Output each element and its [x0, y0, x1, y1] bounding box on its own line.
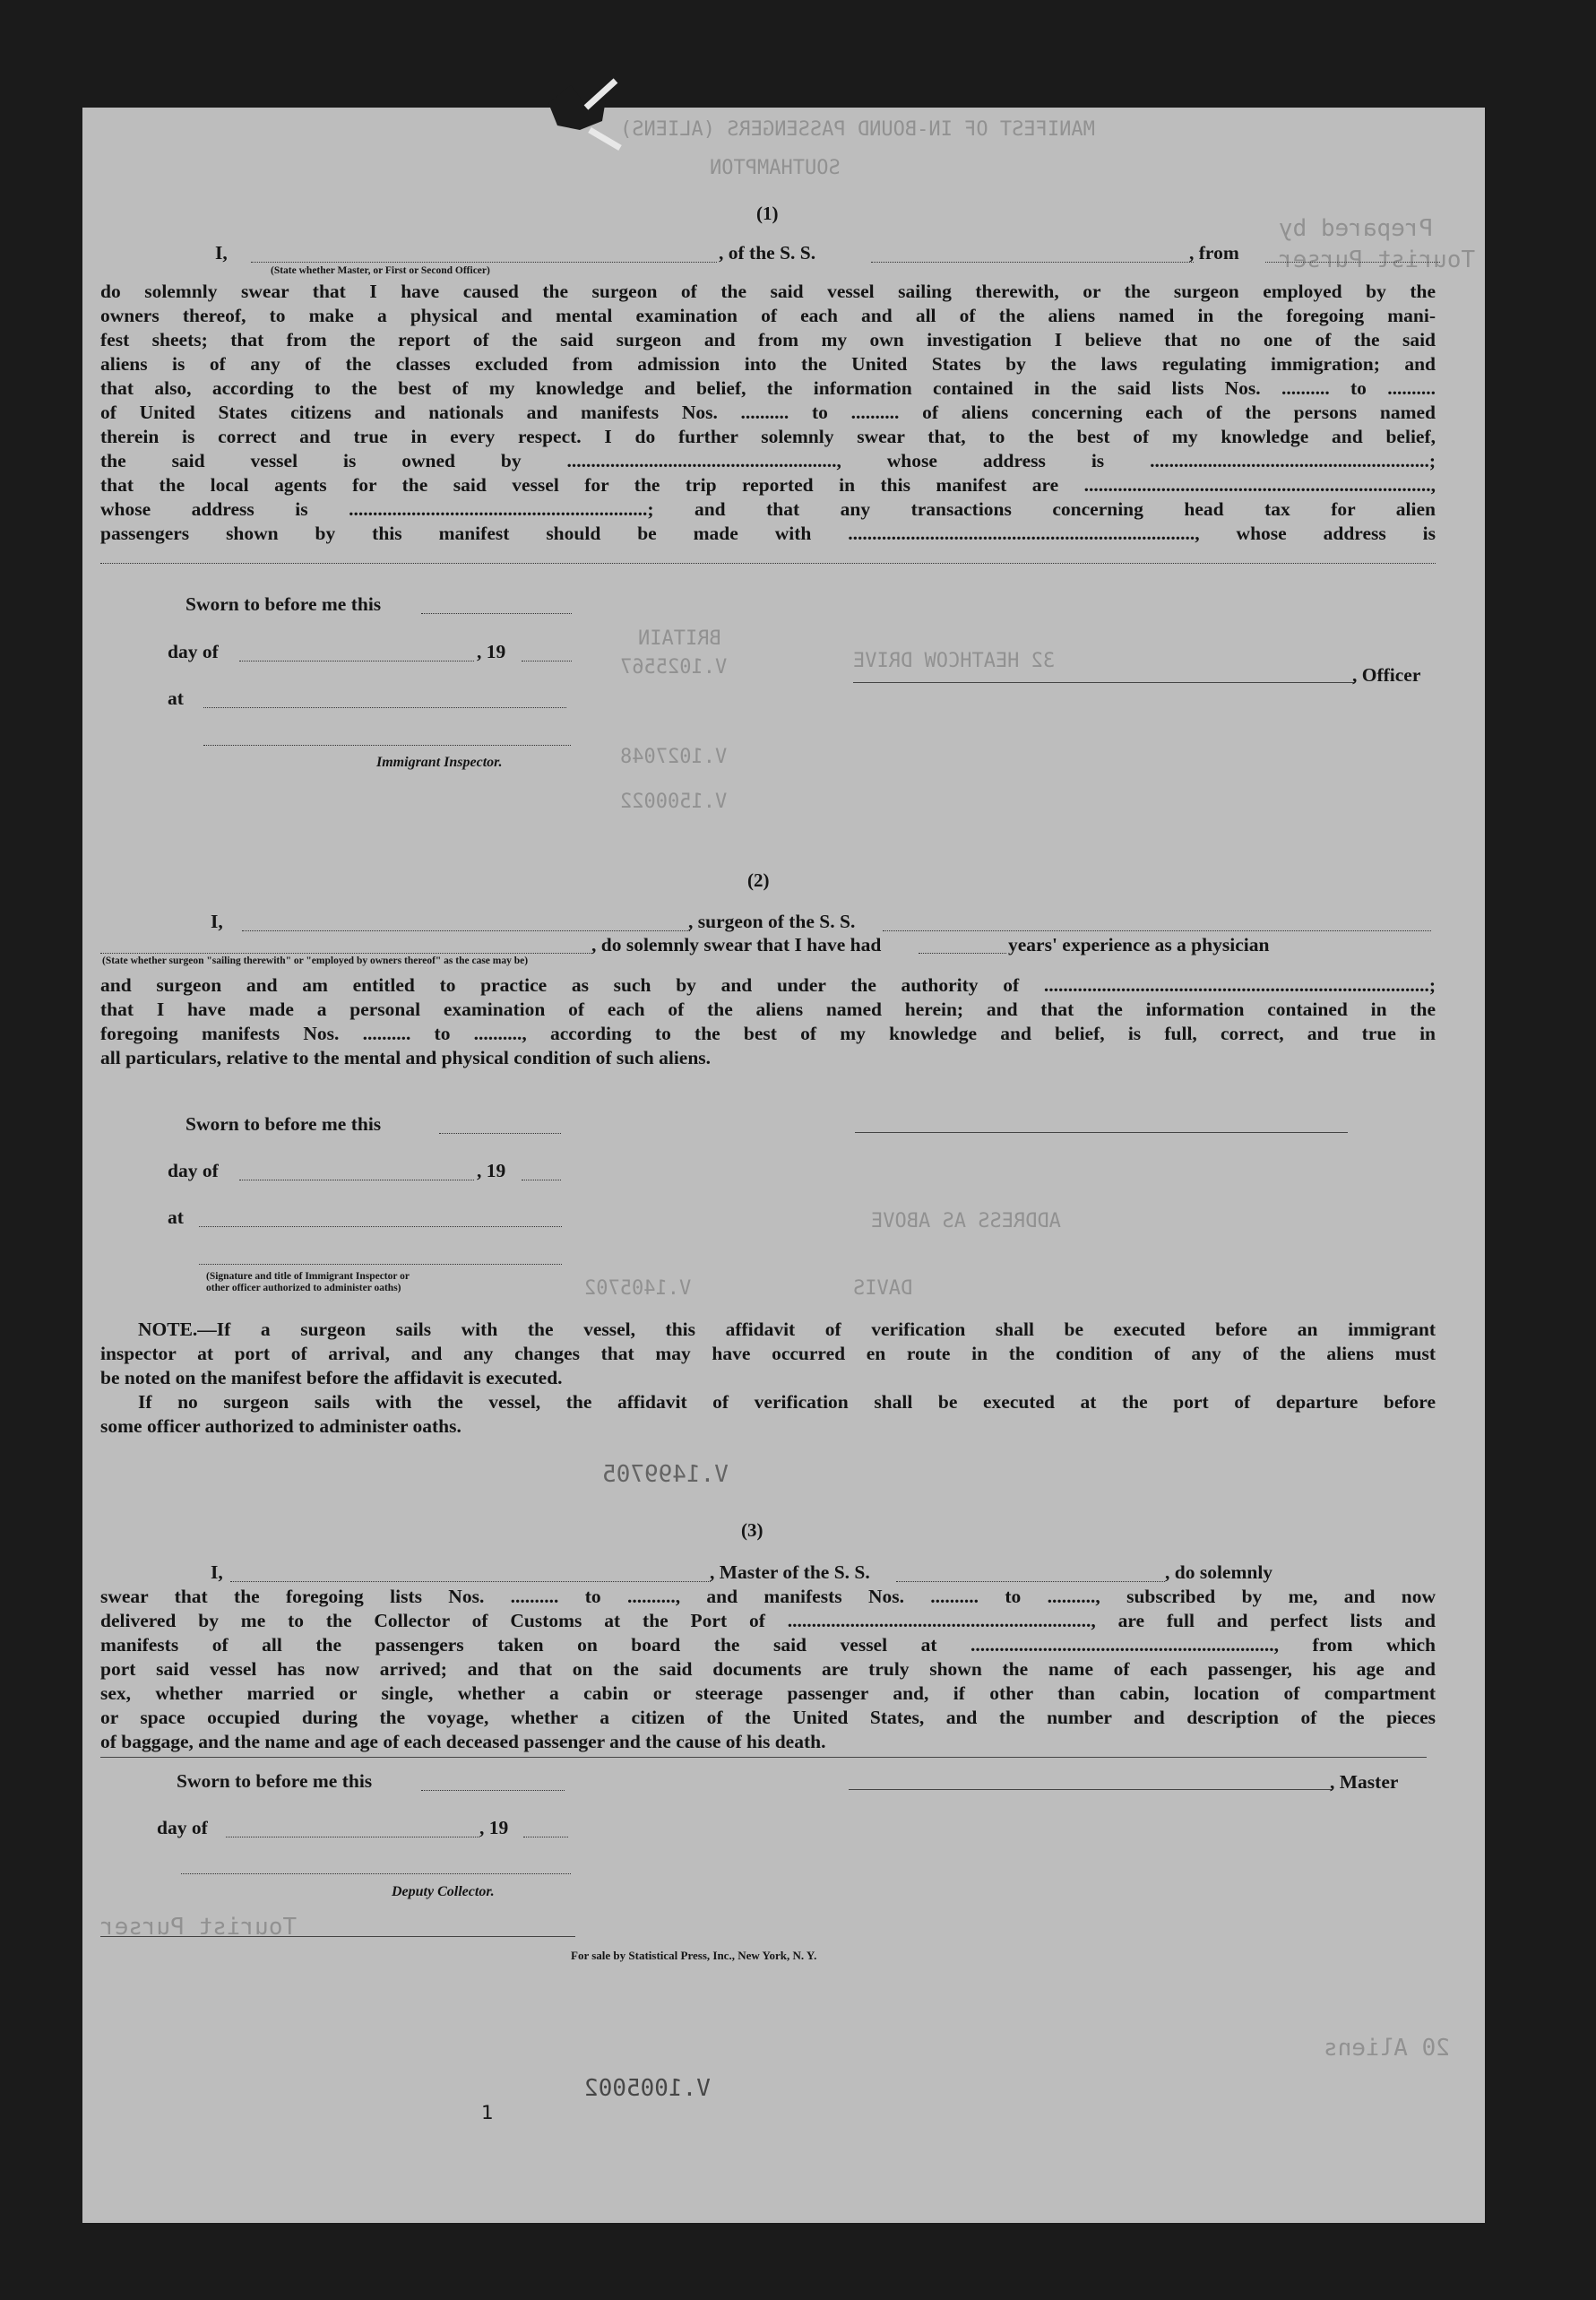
collector-signature-blank [181, 1873, 571, 1874]
vessel-label: , of the S. S. [719, 242, 816, 264]
oath-i-label: I, [211, 1561, 223, 1583]
printer-footer: For sale by Statistical Press, Inc., New York, N. Y. [571, 1949, 817, 1962]
year-label: , 19 [477, 1160, 506, 1181]
handwritten-page-number: 1 [481, 2102, 494, 2124]
day-of-label: day of [168, 641, 219, 662]
bleed-through-text: BRITAIN [638, 627, 721, 650]
at-place-blank [199, 1226, 562, 1227]
surgeon-note: (State whether surgeon "sailing therewith" or "employed by owners thereof" as the case may be) [102, 955, 529, 966]
section-1-number: (1) [756, 203, 779, 224]
sworn-day-blank [421, 1790, 565, 1791]
bleed-through-text: DAVIS [853, 1277, 913, 1300]
bleed-through-text: V.1005002 [584, 2075, 711, 2102]
master-name-blank [251, 262, 717, 263]
day-of-label: day of [168, 1160, 219, 1181]
inspector-signature-blank [203, 745, 571, 746]
manifest-sheet: MANIFEST OF IN-BOUND PASSENGERS (ALIENS) Prepared by Tourist Purser SOUTHAMPTON BRITAIN V.1025567 V.1027048 V.1500022 ADDRESS AS ABOVE 32 HEATHCOW DRIVE V.1405702 V.1499705 DAVIS Tourist Purser V.1005002 20 Aliens (1) I, , of the S. S. , from (State whether Master, or First or Second Officer) do solemnly swear that I have caused the surgeon of the said vessel sailing therewith, or the surgeon employed by the owners thereof, to make a physical and mental examination of each and all of the aliens named in the foregoing mani- fest sheets; that from the report of the said surgeon and from my own investigation I believe that no one of the said aliens is of any of the classes excluded from admission into the United States by the laws regulating immigration; and that also, according to the best of my knowledge and belief, the information contained in the said lists Nos. .......... to .......... of United States citizens and nationals and manifests Nos. .......... to .......... of aliens concerning each of the persons named therein is correct and true in every respect. I do further solemnly swear that, to the best of my knowledge and belief, the said vessel is owned by ........................................................, whose address is ..........................................................; that the local agents for the said vessel for the trip reported in this manifest are ........................................................................, whose address is ..............................................................; and that any transactions concerning head tax for alien passengers shown by this manifest should be made with ........................................................................, whose address is Sworn to before me this day of , 19 at Immigrant Inspector. , Officer (2) I, , surgeon of the S. S. , do solemnly swear that I have had years' experience as a physician (State whether surgeon "sailing therewith" or "employed by owners thereof" as the case may be) and surgeon and am entitled to practice as such by and under the authority of ................................................................................; that I have made a personal examination of each of the aliens named herein; and that the information contained in the foregoing manifests Nos. .......... to .........., according to the best of my knowledge and belief, is full, correct, and true in all particulars, relative to the mental and physical condition of such aliens. Sworn to before me this day of , 19 at (Signature and title of Immigrant Inspector or other officer authorized to administer oaths) NOTE.—If a surgeon sails with the vessel, this affidavit of verification shall be executed before an immigrant inspector at port of arrival, and any changes that may have occurred en route in the condition of any of the aliens must be noted on the manifest before the affidavit is executed. If no surgeon sails with the vessel, the affidavit of verification shall be executed at the port of departure before some officer authorized to administer oaths. (3) I, , Master of the S. S. , do solemnly swear that the foregoing lists Nos. .......... to .........., and manifests Nos. .......... to .........., subscribed by me, and now delivered by me to the Collector of Customs at the Port of ..............................................................., are full and perfect lists and manifests of all the passengers taken on board the said vessel at ..............................................................., from which port said vessel has now arrived; and that on the said documents are truly shown the name of each passenger, his age and sex, whether married or single, whether a cabin or steerage passenger and, if other than cabin, location of compartment or space occupied during the voyage, whether a citizen of the United States, and the number and description of the pieces of baggage, and the name and age of each deceased passenger and the cause of his death. Sworn to before me this , Master day of , 19 Deputy Collector. For sale by Statistical Press, Inc., New York, N. Y. 1 [82, 108, 1485, 2223]
deputy-collector-title: Deputy Collector. [392, 1884, 495, 1899]
sworn-day-blank [439, 1133, 561, 1134]
section-2-number: (2) [747, 869, 770, 891]
at-place-blank [203, 707, 566, 708]
year-label: , 19 [479, 1817, 509, 1838]
sworn-label: Sworn to before me this [185, 593, 382, 615]
section-3-underline [100, 1757, 1427, 1758]
master-signature-line [849, 1789, 1333, 1790]
officer-signature-line [853, 682, 1355, 683]
surgeon-name-blank [242, 930, 690, 931]
bleed-through-text: V.1027048 [620, 746, 728, 768]
vessel-name-blank [871, 262, 1194, 263]
bleed-through-text: V.1500022 [620, 791, 728, 813]
bleed-through-text: Tourist Purser [1279, 246, 1476, 273]
surgeon-vessel-blank [883, 930, 1431, 931]
bleed-through-text: Prepared by [1279, 215, 1434, 242]
bleed-through-text: V.1499705 [602, 1461, 729, 1488]
day-of-label: day of [157, 1817, 208, 1838]
master-label: , Master [1330, 1771, 1399, 1793]
do-solemnly-label: , do solemnly [1165, 1561, 1273, 1583]
bleed-through-text: V.1025567 [620, 656, 728, 679]
from-label: , from [1189, 242, 1239, 264]
inspector-signature-blank [199, 1264, 562, 1265]
bleed-through-text: 32 HEATHCOW DRIVE [853, 650, 1056, 672]
at-label: at [168, 687, 184, 709]
sworn-label: Sworn to before me this [177, 1770, 373, 1792]
from-port-blank [1265, 262, 1440, 263]
at-label: at [168, 1206, 184, 1228]
address-continuation-blank [100, 563, 1436, 564]
bleed-through-text: SOUTHAMPTON [710, 157, 841, 179]
bleed-through-text: 20 Aliens [1324, 2035, 1450, 2062]
surgeon-status-blank [100, 953, 591, 954]
bleed-through-text: V.1405702 [584, 1277, 692, 1300]
oath-i-label: I, [211, 911, 223, 932]
bottom-rule [100, 1936, 575, 1937]
sworn-day-blank [421, 613, 572, 614]
officer-label: , Officer [1352, 664, 1421, 686]
surgeon-vessel-label: , surgeon of the S. S. [688, 911, 856, 932]
bleed-through-text: Tourist Purser [100, 1914, 298, 1941]
signature-note: (Signature and title of Immigrant Inspector or [206, 1271, 410, 1282]
master-name-blank [230, 1581, 711, 1582]
year-label: , 19 [477, 641, 506, 662]
bleed-through-text: MANIFEST OF IN-BOUND PASSENGERS (ALIENS) [620, 118, 1095, 141]
years-blank [919, 953, 1006, 954]
years-experience-label: years' experience as a physician [1008, 934, 1270, 955]
master-vessel-blank [896, 1581, 1165, 1582]
section-3-number: (3) [741, 1519, 763, 1541]
oath-i-label: I, [215, 242, 228, 264]
master-vessel-label: , Master of the S. S. [710, 1561, 870, 1583]
master-note: (State whether Master, or First or Second Officer) [271, 265, 490, 276]
staple-tear [531, 76, 629, 157]
bleed-through-text: ADDRESS AS ABOVE [871, 1210, 1061, 1232]
inspector-title: Immigrant Inspector. [376, 755, 503, 770]
sworn-label: Sworn to before me this [185, 1113, 382, 1135]
signature-note: other officer authorized to administer oaths) [206, 1283, 401, 1293]
surgeon-signature-line [855, 1132, 1348, 1133]
surgeon-swear-label: , do solemnly swear that I have had [591, 934, 882, 955]
